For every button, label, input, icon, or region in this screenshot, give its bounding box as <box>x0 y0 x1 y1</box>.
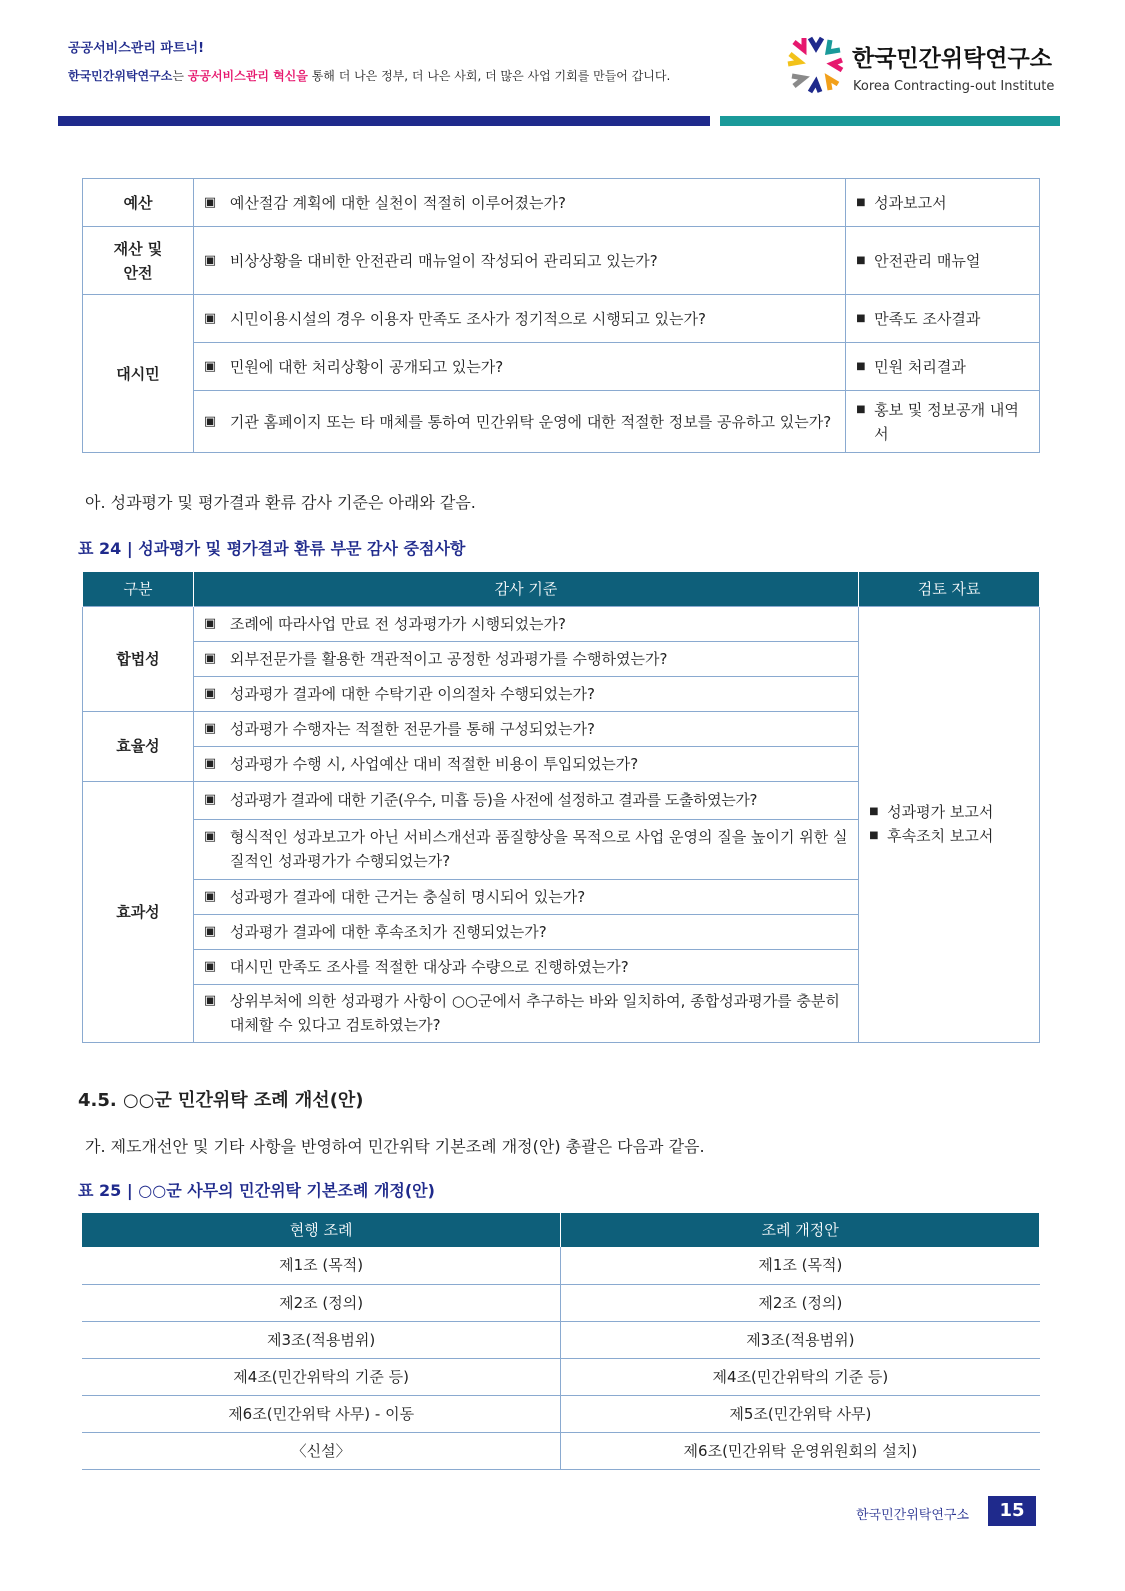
table-row <box>83 179 1040 227</box>
column-header: 검토 자료 <box>859 572 1040 606</box>
revised-article-cell: 제1조 (목적) <box>561 1247 1040 1284</box>
tagline-rest: 통해 더 나은 정부, 더 나은 사회, 더 많은 사업 기회를 만들어 갑니다. <box>307 69 671 83</box>
checkbox-icon: ▣ <box>203 888 217 904</box>
logo-name: 한국민간위탁연구소 <box>852 46 1052 72</box>
tagline-highlight: 공공서비스관리 혁신을 <box>187 69 308 83</box>
bullet-icon: ■ <box>856 254 866 266</box>
checkbox-icon: ▣ <box>203 720 217 736</box>
category-cell: 예산 <box>83 179 194 227</box>
bullet-icon: ■ <box>856 360 866 372</box>
paragraph-a: 아. 성과평가 및 평가결과 환류 감사 기준은 아래와 같음. <box>85 493 476 512</box>
checkbox-icon: ▣ <box>203 413 217 429</box>
checkbox-icon: ▣ <box>203 310 217 326</box>
checkbox-icon: ▣ <box>203 829 217 844</box>
header-bar-teal <box>720 116 1060 126</box>
table-row <box>82 1395 1040 1432</box>
criteria-cell: ▣ 민원에 대한 처리상황이 공개되고 있는가? <box>193 343 845 391</box>
criteria-cell: ▣ 비상상황을 대비한 안전관리 매뉴얼이 작성되어 관리되고 있는가? <box>193 227 845 295</box>
criteria-cell: ▣ 성과평가 수행 시, 사업예산 대비 적절한 비용이 투입되었는가? <box>193 746 858 781</box>
current-article-cell: 제4조(민간위탁의 기준 등) <box>82 1358 561 1395</box>
criteria-cell: ▣ 성과평가 결과에 대한 수탁기관 이의절차 수행되었는가? <box>193 676 858 711</box>
checkbox-icon: ▣ <box>203 685 217 701</box>
document-cell: ■ 성과보고서 <box>846 179 1040 227</box>
header-bar-navy <box>58 116 710 126</box>
category-cell: 대시민 <box>83 295 194 453</box>
institute-logo <box>786 34 1066 104</box>
audit-table-continued <box>82 178 1040 453</box>
table-row <box>83 606 1040 641</box>
column-header: 조례 개정안 <box>561 1213 1040 1247</box>
tagline-org: 한국민간위탁연구소 <box>68 69 173 83</box>
table-row <box>82 1432 1040 1469</box>
criteria-cell: ▣ 대시민 만족도 조사를 적절한 대상과 수량으로 진행하였는가? <box>193 949 858 984</box>
category-cell: 효율성 <box>83 711 194 781</box>
table-header-row <box>83 572 1040 606</box>
revised-article-cell: 제2조 (정의) <box>561 1284 1040 1321</box>
category-cell: 효과성 <box>83 781 194 1042</box>
bullet-icon: ■ <box>856 312 866 324</box>
checkbox-icon: ▣ <box>203 650 217 666</box>
category-cell: 재산 및 안전 <box>83 227 194 295</box>
revised-article-cell: 제6조(민간위탁 운영위원회의 설치) <box>561 1432 1040 1469</box>
checkbox-icon: ▣ <box>203 958 217 974</box>
document-cell: ■ 만족도 조사결과 <box>846 295 1040 343</box>
current-article-cell: 제3조(적용범위) <box>82 1321 561 1358</box>
current-article-cell: 제1조 (목적) <box>82 1247 561 1284</box>
table-row <box>83 391 1040 453</box>
column-header: 현행 조례 <box>82 1213 561 1247</box>
footer-org: 한국민간위탁연구소 <box>856 1508 970 1523</box>
tagline-title: 공공서비스관리 파트너! <box>68 41 205 56</box>
section-heading: 4.5. ○○군 민간위탁 조례 개선(안) <box>78 1090 364 1111</box>
revised-article-cell: 제3조(적용범위) <box>561 1321 1040 1358</box>
column-header: 감사 기준 <box>193 572 858 606</box>
document-cell: ■ 민원 처리결과 <box>846 343 1040 391</box>
criteria-cell: ▣ 성과평가 결과에 대한 근거는 충실히 명시되어 있는가? <box>193 879 858 914</box>
table-row <box>83 227 1040 295</box>
page-header <box>0 0 1125 130</box>
criteria-cell: ▣ 조례에 따라사업 만료 전 성과평가가 시행되었는가? <box>193 606 858 641</box>
checkbox-icon: ▣ <box>203 194 217 210</box>
table-header-row <box>82 1213 1040 1247</box>
document-cell: ■ 안전관리 매뉴얼 <box>846 227 1040 295</box>
current-article-cell: 제6조(민간위탁 사무) - 이동 <box>82 1395 561 1432</box>
checkbox-icon: ▣ <box>203 792 217 807</box>
logo-mark-icon <box>786 34 846 94</box>
checkbox-icon: ▣ <box>203 252 217 268</box>
criteria-cell: ▣ 예산절감 계획에 대한 실천이 적절히 이루어졌는가? <box>193 179 845 227</box>
checkbox-icon: ▣ <box>203 993 217 1008</box>
criteria-cell: ▣ 상위부처에 의한 성과평가 사항이 ○○군에서 추구하는 바와 일치하여, 종합성과평가를 충분히 대체할 수 있다고 검토하였는가? <box>193 984 858 1042</box>
logo-subtitle: Korea Contracting-out Institute <box>853 79 1055 94</box>
criteria-cell: ▣ 기관 홈페이지 또는 타 매체를 통하여 민간위탁 운영에 대한 적절한 정보를 공유하고 있는가? <box>193 391 845 453</box>
tagline-text <box>68 67 670 84</box>
checkbox-icon: ▣ <box>203 755 217 771</box>
paragraph-ga: 가. 제도개선안 및 기타 사항을 반영하여 민간위탁 기본조례 개정(안) 총괄은 다음과 같음. <box>85 1137 705 1156</box>
bullet-icon: ■ <box>856 196 866 208</box>
table-row <box>83 295 1040 343</box>
checkbox-icon: ▣ <box>203 358 217 374</box>
column-header: 구분 <box>83 572 194 606</box>
criteria-cell: ▣ 시민이용시설의 경우 이용자 만족도 조사가 정기적으로 시행되고 있는가? <box>193 295 845 343</box>
checkbox-icon: ▣ <box>203 923 217 939</box>
tagline-particle: 는 <box>172 69 188 83</box>
current-article-cell: 제2조 (정의) <box>82 1284 561 1321</box>
criteria-cell: ▣ 외부전문가를 활용한 객관적이고 공정한 성과평가를 수행하였는가? <box>193 641 858 676</box>
criteria-cell: ▣ 성과평가 수행자는 적절한 전문가를 통해 구성되었는가? <box>193 711 858 746</box>
document-cell: ■ 홍보 및 정보공개 내역서 <box>846 391 1040 453</box>
bullet-icon: ■ <box>856 403 866 415</box>
revised-article-cell: 제4조(민간위탁의 기준 등) <box>561 1358 1040 1395</box>
table25-title: 표 25 | ○○군 사무의 민간위탁 기본조례 개정(안) <box>78 1181 435 1200</box>
document-cell: ■ 성과평가 보고서 ■ 후속조치 보고서 <box>859 606 1040 1042</box>
table-row <box>82 1321 1040 1358</box>
criteria-cell: ▣ 형식적인 성과보고가 아닌 서비스개선과 품질향상을 목적으로 사업 운영의 질을 높이기 위한 실질적인 성과평가가 수행되었는가? <box>193 819 858 879</box>
bullet-icon: ■ <box>869 806 879 817</box>
checkbox-icon: ▣ <box>203 615 217 631</box>
table-row <box>82 1358 1040 1395</box>
criteria-cell: ▣ 성과평가 결과에 대한 후속조치가 진행되었는가? <box>193 914 858 949</box>
revised-article-cell: 제5조(민간위탁 사무) <box>561 1395 1040 1432</box>
table-row <box>82 1284 1040 1321</box>
table25 <box>82 1213 1040 1470</box>
criteria-cell: ▣ 성과평가 결과에 대한 기준(우수, 미흡 등)을 사전에 설정하고 결과를 도출하였는가? <box>193 781 858 819</box>
current-article-cell: 〈신설〉 <box>82 1432 561 1469</box>
bullet-icon: ■ <box>869 830 879 841</box>
category-cell: 합법성 <box>83 606 194 711</box>
table24-title: 표 24 | 성과평가 및 평가결과 환류 부문 감사 중점사항 <box>78 539 466 558</box>
page-number: 15 <box>988 1496 1036 1526</box>
table-row <box>82 1247 1040 1284</box>
table24 <box>82 572 1040 1043</box>
table-row <box>83 343 1040 391</box>
